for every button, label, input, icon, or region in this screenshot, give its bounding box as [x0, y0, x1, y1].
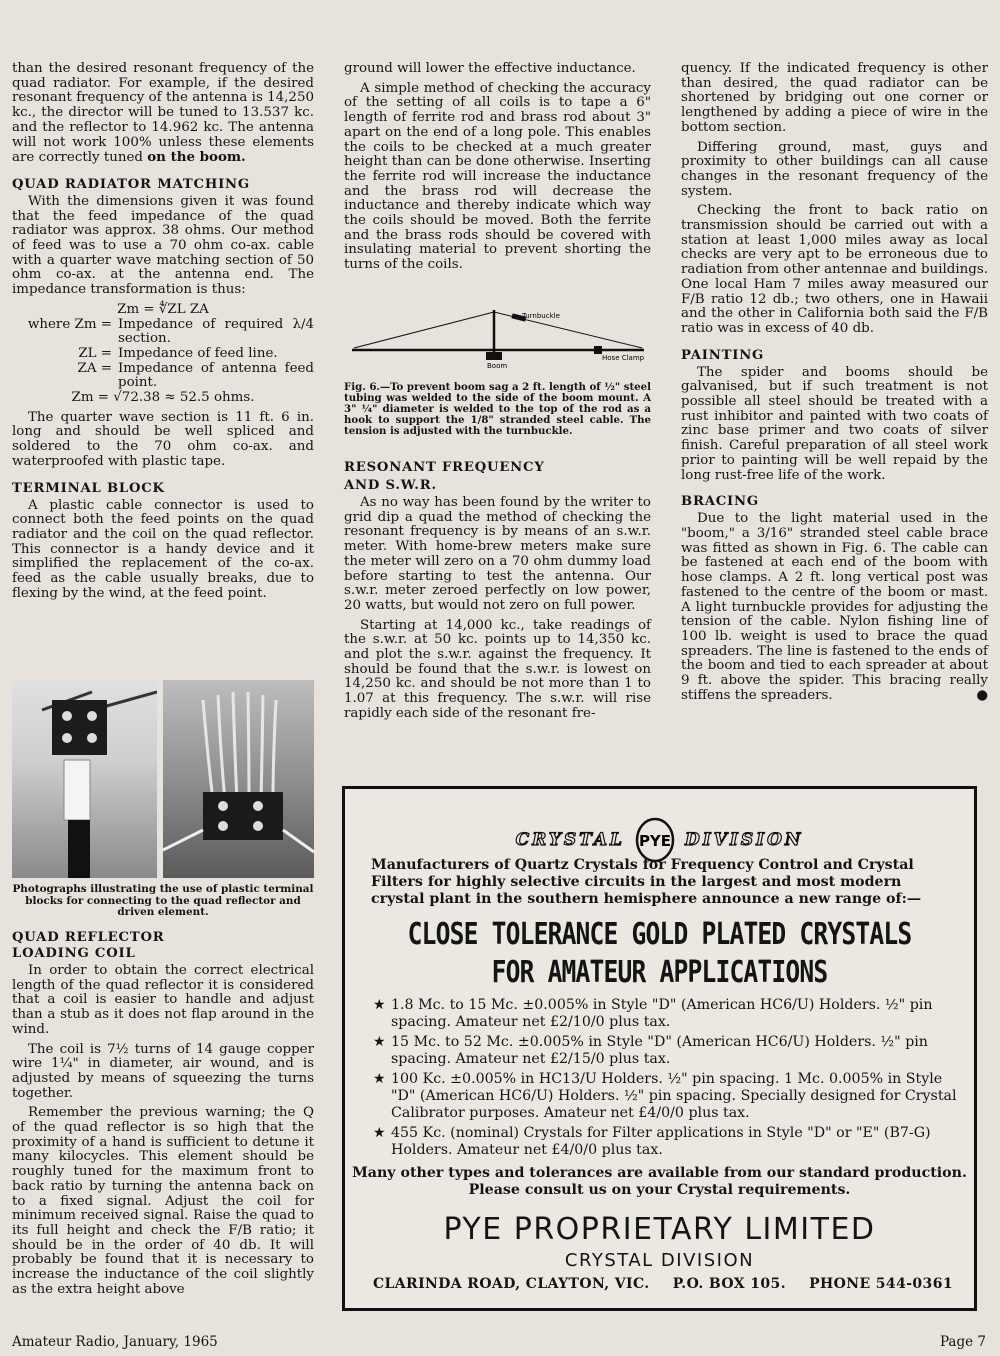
ad-pobox: P.O. BOX 105. [672, 1276, 786, 1292]
paragraph: With the dimensions given it was found that the feed impedance of the quad radiator was approx. 38 ohms. Our method of feed was to use a 70 ohm co-ax. cable with a quarter wave matching section of 50 ohm co-ax. at the antenna end. The impedance transformation is thus: [12, 193, 314, 298]
label-hose-clamp: Hose Clamp [602, 354, 645, 362]
paragraph: As no way has been found by the writer to grid dip a quad the method of checking the resonant frequency is by means of an s.w.r. meter. With home-brew meters make sure the meter will zero on a 70 ohm dummy load before starting to test the antenna. Our s.w.r. meter zeroed perfectly on low power, 20 watts, but would not zero on full power. [344, 495, 651, 613]
paragraph: The quarter wave section is 11 ft. 6 in. long and should be well spliced and soldered to the 70 ohm co-ax. and waterproofed with plastic tape. [12, 409, 314, 469]
terminal-block-image [12, 680, 157, 878]
heading-resonant-frequency: RESONANT FREQUENCY [344, 460, 545, 475]
ad-division-name: CRYSTAL DIVISION [564, 1250, 755, 1271]
paragraph: A plastic cable connector is used to connect both the feed points on the quad radiator and the coil on the quad reflector. This connector is a handy device and it simplified the replacement of the co-ax. feed as the cable usually breaks, due to flexing by the wind, at the feed point. [12, 497, 314, 601]
ad-company-name: PYE PROPRIETARY LIMITED [443, 1212, 876, 1247]
list-item: ★ 15 Mc. to 52 Mc. ±0.005% in Style "D" (American HC6/U) Holders. ½" pin spacing. Amateur net £2/15/0 plus tax. [373, 1034, 928, 1067]
paragraph: Remember the previous warning; the Q of the quad reflector is so high that the proximity of a hand is sufficient to detune it many kilocycles. This element should be roughly tuned for the maximum front to back ratio by turning the antenna back on to a fixed signal. Adjust the coil for minimum received signal. Raise the quad to its full height and check the F/B ratio; it should be in the order of 40 db. It will probably be found that it is necessary to increase the inductance of the coil slightly as the extra height above [12, 1105, 314, 1297]
ad-headline-2: FOR AMATEUR APPLICATIONS [491, 955, 828, 990]
paragraph: The spider and booms should be galvanised, but if such treatment is not possible all steel should be treated with a rust inhibitor and painted with two coats of zinc base primer and two coats of silver finish. Careful preparation of all steel work prior to painting will be well repaid by the long rust-free life of the work. [681, 364, 988, 483]
column-2 [344, 62, 651, 278]
column-1-lower [12, 926, 314, 1302]
ad-division-word: DIVISION [685, 830, 804, 850]
heading-quad-radiator-matching: QUAD RADIATOR MATCHING [12, 176, 250, 192]
star-icon: ★ [373, 1125, 386, 1142]
pye-logo-text: PYE [638, 832, 672, 850]
end-mark-icon: ● [976, 687, 988, 703]
column-1 [12, 62, 314, 607]
list-item: ★ 455 Kc. (nominal) Crystals for Filter applications in Style "D" or "E" (B7-G) Holders. Amateur net £4/0/0 plus tax. [373, 1125, 931, 1158]
paragraph: Starting at 14,000 kc., take readings of the s.w.r. at 50 kc. points up to 14,350 kc. and plot the s.w.r. against the frequency. It should be found that the s.w.r. is lowest on 14,250 kc. and should be not more than 1 to 1.07 at this frequency. The s.w.r. will rise rapidly each side of the resonant fre- [344, 617, 651, 721]
formula-definition: Impedance of antenna feed point. [118, 360, 314, 391]
footer-page-number: Page 7 [939, 1334, 986, 1350]
photo-terminal-block-left [12, 680, 157, 878]
formula-label: where Zm = [27, 316, 112, 332]
column-2-lower [344, 452, 651, 727]
list-item: ★ 1.8 Mc. to 15 Mc. ±0.005% in Style "D" (American HC6/U) Holders. ½" pin spacing. Amateur net £2/10/0 plus tax. [373, 997, 933, 1030]
ad-headline-1: CLOSE TOLERANCE GOLD PLATED CRYSTALS [407, 917, 912, 952]
paragraph: quency. If the indicated frequency is other than desired, the quad radiator can be shortened by bridging out one corner or lengthened by adding a piece of wire in the bottom section. [681, 61, 988, 135]
paragraph: than the desired resonant frequency of the quad radiator. For example, if the desired resonant frequency of the antenna is 14,250 kc., the director will be tuned to 13.537 kc. and the reflector to 14.962 kc. The antenna will not work 100% unless these elements are correctly tuned on the boom. [12, 61, 314, 166]
formula-definition: Impedance of required λ/4 section. [118, 316, 314, 347]
heading-painting: PAINTING [681, 347, 765, 363]
footer-publication: Amateur Radio, January, 1965 [12, 1334, 218, 1350]
heading-quad-reflector: QUAD REFLECTOR [12, 930, 165, 945]
ad-phone: PHONE 544-0361 [809, 1276, 953, 1292]
column-3 [681, 62, 988, 708]
boom-brace-diagram [344, 306, 651, 380]
paragraph: Checking the front to back ratio on transmission should be carried out with a station at least 1,000 miles away as local checks are very apt to be erroneous due to radiation from other antennae and buildings. One local Ham 7 miles away measured our F/B ratio 12 db.; two others, one in Hawaii and the other in California both said the F/B ratio was in excess of 40 db. [681, 203, 988, 336]
formula-result: Zm = √72.38 ≈ 52.5 ohms. [71, 390, 255, 406]
label-boom: Boom [487, 362, 508, 370]
bold-text: on the boom. [147, 149, 246, 166]
paragraph: The coil is 7½ turns of 14 gauge copper wire 1¼" in diameter, air wound, and is adjusted by means of squeezing the turns together. [12, 1041, 314, 1101]
star-icon: ★ [373, 1034, 386, 1051]
terminal-block-photos [12, 680, 314, 880]
formula-main: Zm = ∜ZL ZA [117, 301, 209, 317]
photo-caption: Photographs illustrating the use of plastic terminal blocks for connecting to the quad reflector and driven element. [12, 883, 314, 918]
formula-label: ZA = [77, 360, 112, 376]
impedance-formula [12, 303, 314, 406]
star-icon: ★ [373, 1071, 386, 1088]
crystal-list [373, 997, 958, 1162]
paragraph: In order to obtain the correct electrical length of the quad reflector it is considered that a coil is easier to handle and adjust than a stub as it does not flap around in the wind. [12, 963, 314, 1037]
list-item: ★ 100 Kc. ±0.005% in HC13/U Holders. ½" pin spacing. 1 Mc. 0.005% in Style "D" (American HC6/U) Holders. ½" pin spacing. Specially designed for Crystal Calibrator purposes. Amateur net £4/0/0 plus tax. [373, 1071, 957, 1121]
formula-label: ZL = [78, 345, 112, 361]
paragraph: A simple method of checking the accuracy of the setting of all coils is to tape a 6" length of ferrite rod and brass rod about 3" apart on the end of a long pole. This enables the coils to be checked at a much greater height than can be done otherwise. Inserting the ferrite rod will increase the inductance and the brass rod will decrease the inductance and thereby indicate which way the coils should be moved. Both the ferrite and the brass rods should be covered with insulating material to prevent shorting the turns of the coils. [344, 80, 651, 273]
photo-loading-coil [163, 680, 314, 878]
paragraph: ground will lower the effective inductance. [344, 61, 636, 76]
heading-bracing: BRACING [681, 494, 759, 510]
figure-caption: Fig. 6.—To prevent boom sag a 2 ft. length of ½" steel tubing was welded to the side of the boom mount. A 3" ¼" diameter is welded to the top of the rod as a hook to support the 1/8" stranded steel cable. The tension is adjusted with the turnbuckle. [344, 381, 651, 437]
ad-address: CLARINDA ROAD, CLAYTON, VIC. [373, 1276, 650, 1292]
star-icon: ★ [373, 997, 386, 1013]
pye-advertisement [342, 786, 977, 1311]
ad-more-info: Many other types and tolerances are available from our standard production. Please consult us on your Crystal requirements. [352, 1165, 967, 1198]
formula-definition: Impedance of feed line. [118, 345, 278, 361]
figure-6-diagram [344, 306, 651, 380]
ad-crystal-word: CRYSTAL [515, 830, 625, 850]
heading-loading-coil: LOADING COIL [12, 946, 136, 961]
paragraph: Differing ground, mast, guys and proximity to other buildings can all cause changes in the resonant frequency of the system. [681, 139, 988, 199]
heading-swr: AND S.W.R. [344, 478, 437, 493]
ad-address-line [373, 1276, 953, 1292]
ad-intro: Manufacturers of Quartz Crystals for Frequency Control and Crystal Filters for highly selective circuits in the largest and most modern crystal plant in the southern hemisphere announce a new range of:— [371, 857, 922, 907]
label-turnbuckle: Turnbuckle [522, 312, 560, 320]
loading-coil-image [163, 680, 314, 878]
heading-terminal-block: TERMINAL BLOCK [12, 480, 165, 496]
paragraph: Due to the light material used in the "boom," a 3/16" stranded steel cable brace was fitted as shown in Fig. 6. The cable can be fastened at each end of the boom with hose clamps. A 2 ft. long vertical post was fastened to the centre of the boom or mast. A light turnbuckle provides for adjusting the tension of the cable. Nylon fishing line of 100 lb. weight is used to brace the quad spreaders. The line is fastened to the ends of the boom and tied to each spreader at about 9 ft. above the spider. This bracing really stiffens the spreaders. ● [681, 511, 988, 703]
